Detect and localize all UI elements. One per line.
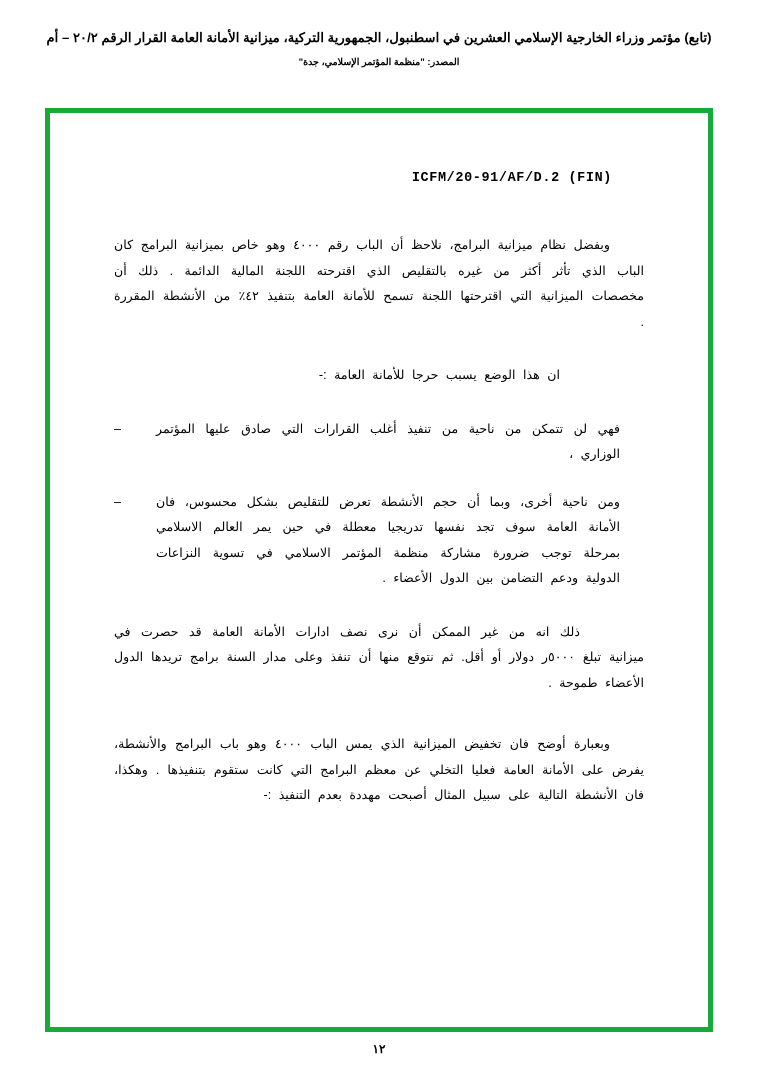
paragraph-5: ذلك انه من غير الممكن أن نرى نصف ادارات الأمانة العامة قد حصرت في ميزانية تبلغ ٥٠٠٠ر دولار أو أقل. ثم نتوقع منها أن تنفذ وعلى مدار السنة برامج تريدها الدول الأعضاء طموحة .	[114, 624, 644, 690]
header-source: المصدر: "منظمة المؤتمر الإسلامي، جدة"	[298, 57, 460, 68]
bullet-dash: –	[114, 494, 122, 509]
paragraph-6: وبعبارة أوضح فان تخفيض الميزانية الذي يمس الباب ٤٠٠٠ وهو باب البرامج والأنشطة، يفرض على الأمانة العامة فعليا التخلي عن معظم البرامج التي كانت ستقوم بتنفيذها . وهكذا، فان الأنشطة التالية على سبيل المثال أصبحت مهددة بعدم التنفيذ :-	[114, 737, 644, 802]
paragraph-2: ان هذا الوضع يسبب حرجا للأمانة العامة :-	[318, 368, 560, 382]
page-header	[0, 30, 758, 68]
bullet-text-1: فهي لن تتمكن من ناحية من تنفيذ أغلب القرارات التي صادق عليها المؤتمر الوزاري ،	[156, 421, 620, 461]
page-number: ١٢	[372, 1042, 386, 1056]
document-frame	[45, 108, 713, 1032]
bullet-item-1	[114, 417, 644, 468]
header-title: (تابع) مؤتمر وزراء الخارجية الإسلامي العشرين في اسطنبول، الجمهورية التركية، ميزانية الأمانة العامة القرار الرقم ٢٠/٢ – أم	[46, 30, 712, 45]
bullet-dash: –	[114, 421, 122, 436]
bullet-text-2: ومن ناحية أخرى، وبما أن حجم الأنشطة تعرض للتقليص بشكل محسوس، فان الأمانة العامة سوف تجد نفسها تدريجيا معطلة في حين يمر العالم الاسلامي بمرحلة توجب ضرورة مشاركة منظمة المؤتمر الاسلامي في تسوية النزاعات الدولية ودعم التضامن بين الدول الأعضاء .	[156, 494, 620, 585]
document-code: ICFM/20-91/AF/D.2 (FIN)	[411, 171, 612, 186]
spacer	[114, 718, 644, 732]
bullet-item-2	[114, 490, 644, 592]
document-body	[114, 233, 644, 831]
paragraph-1: وبفضل نظام ميزانية البرامج، نلاحظ أن الباب رقم ٤٠٠٠ وهو خاص بميزانية البرامج كان الباب الذي تأثر أكثر من غيره بالتقليص الذي اقترحته اللجنة المالية الدائمة . ذلك أن مخصصات الميزانية التي اقترحتها اللجنة تسمح للأمانة العامة بتنفيذ ٤٢٪ من الأنشطة المقررة .	[114, 238, 644, 329]
